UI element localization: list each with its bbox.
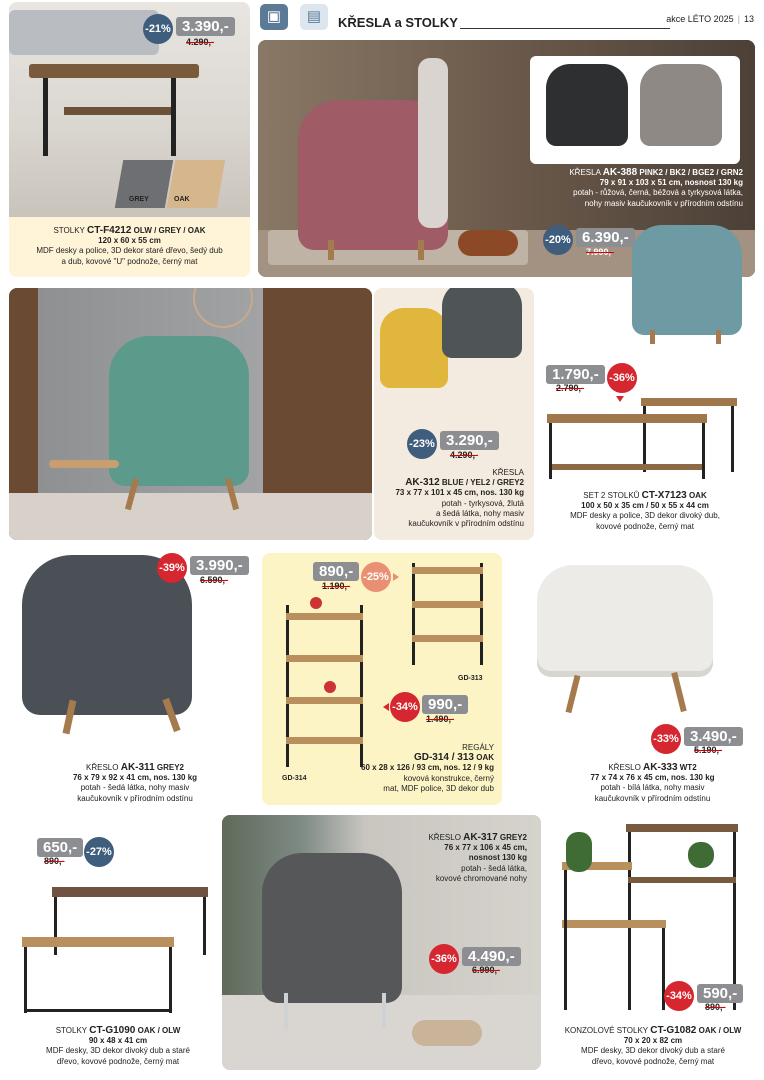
old-price: 6.990,- (472, 965, 501, 975)
old-price: 4.290,- (450, 450, 479, 460)
swatch-label: GREY (129, 196, 149, 203)
discount-badge: -36% (429, 944, 459, 974)
table-top (547, 414, 707, 423)
turquoise-armchair (109, 336, 249, 486)
product-tile-gd-314-313[interactable] (262, 553, 502, 805)
price: 650,- (37, 838, 83, 857)
table-shelf (628, 877, 736, 883)
white-armchair (537, 565, 713, 677)
shelf-post (412, 563, 415, 665)
product-tile-ak-317[interactable] (222, 815, 541, 1070)
table-leg (564, 870, 567, 1010)
pointer-arrow (393, 573, 399, 581)
page-number: 13 (743, 14, 754, 24)
flower-pot (324, 681, 336, 693)
chair-leg (328, 240, 334, 260)
discount-badge: -34% (390, 692, 420, 722)
section-title: KŘESLA a STOLKY (338, 15, 458, 30)
table-shelf (551, 464, 703, 470)
old-price: 1.190,- (322, 581, 351, 591)
price: 3.390,- (176, 17, 235, 36)
product-description: REGÁLY GD-314 / 313 OAK 60 x 28 x 126 / 93 cm, nos. 12 / 9 kg kovová konstrukce, černý mat, MDF police, 3D dekor dub (361, 743, 494, 793)
discount-badge: -23% (407, 429, 437, 459)
sofa-shape (9, 10, 159, 55)
shelf-board (412, 601, 483, 608)
product-description: STOLKY CT-F4212 OLW / GREY / OAK 120 x 60 x 55 cm MDF desky a police, 3D dekor staré dřevo, šedý dub a dub, kovové "U" podnože, černý mat (36, 225, 223, 266)
header-rule (460, 28, 670, 29)
chrome-leg (382, 993, 386, 1029)
product-description: KONZOLOVÉ STOLKY CT-G1082 OAK / OLW 70 x 20 x 82 cm MDF desky, 3D dekor divoký dub a staré dřevo, kovové podnože, černý mat (564, 1025, 742, 1066)
person-figure (418, 58, 448, 228)
old-price: 6.590,- (200, 575, 229, 585)
discount-badge: -21% (143, 14, 173, 44)
price: 1.790,- (546, 365, 605, 384)
table-leg (549, 423, 552, 479)
variant-inset (530, 56, 740, 164)
price: 590,- (697, 984, 743, 1003)
price: 3.290,- (440, 431, 499, 450)
item-label: GD-313 (458, 675, 483, 682)
potted-plant (688, 842, 714, 868)
old-price: 1.490,- (426, 714, 455, 724)
promo-label: akce LÉTO 2025 | 13 (666, 14, 754, 24)
flower-pot (310, 597, 322, 609)
black-armchair (546, 64, 628, 146)
price: 4.490,- (462, 947, 521, 966)
old-price: 890,- (705, 1002, 726, 1012)
product-description: SET 2 STOLKŮ CT-X7123 OAK 100 x 50 x 35 cm / 50 x 55 x 44 cm MDF desky a police, 3D dekor divoký dub, kovové podnože, černý mat (570, 490, 720, 531)
price: 890,- (313, 562, 359, 581)
product-tile-ak-312-photo[interactable] (9, 288, 372, 540)
discount-badge: -34% (664, 981, 694, 1011)
price: 6.390,- (576, 228, 635, 247)
product-description: KŘESLO AK-317 GREY2 76 x 77 x 106 x 45 cm, nosnost 130 kg potah - šedá látka, kovové chromované nohy (428, 832, 527, 883)
table-leg (203, 897, 206, 955)
item-label: GD-314 (282, 775, 307, 782)
table-top (626, 824, 738, 832)
dog-figure (458, 230, 518, 256)
old-price: 2.790,- (556, 383, 585, 393)
swatch-label: OAK (174, 196, 190, 203)
shelf-board (286, 697, 363, 704)
discount-badge: -27% (84, 837, 114, 867)
table-top (22, 937, 174, 947)
table-leg (24, 947, 27, 1013)
hanging-plant (566, 832, 592, 872)
shelf-board (412, 635, 483, 642)
product-tile-ak-312-info[interactable] (374, 288, 534, 540)
turquoise-armchair (632, 225, 742, 335)
old-price: 7.990,- (586, 247, 615, 257)
table-leg (43, 78, 48, 156)
price: 3.990,- (190, 556, 249, 575)
discount-badge: -33% (651, 724, 681, 754)
price: 990,- (422, 695, 468, 714)
discount-badge: -39% (157, 553, 187, 583)
table-top (562, 920, 666, 928)
product-description: STOLKY CT-G1090 OAK / OLW 90 x 48 x 41 cm MDF desky, 3D dekor divoký dub a staré dřevo, kovové podnože, černý mat (46, 1025, 190, 1066)
discount-badge: -20% (543, 225, 573, 255)
shelf-board (286, 655, 363, 662)
table-top (52, 887, 208, 897)
nesting-tables (545, 396, 745, 484)
old-price: 5.190,- (694, 745, 723, 755)
discount-badge: -25% (361, 562, 391, 592)
chair-leg (671, 672, 686, 712)
beige-armchair (640, 64, 722, 146)
table-icon[interactable]: ▤ (300, 4, 328, 30)
shelf-board (412, 567, 483, 574)
grey-armchair (442, 288, 522, 358)
table-frame (24, 1009, 172, 1012)
table-leg (702, 423, 705, 479)
product-description: KŘESLA AK-388 PINK2 / BK2 / BGE2 / GRN2 79 x 91 x 103 x 51 cm, nosnost 130 kg potah - růžová, černá, béžová a tyrkysová látka, nohy masiv kaučukovník v přírodním odstínu (569, 167, 743, 208)
table-shelf (64, 107, 174, 115)
dog-figure (412, 1020, 482, 1046)
chrome-leg (284, 993, 288, 1029)
chair-leg (650, 330, 655, 344)
product-description: KŘESLA AK-312 BLUE / YEL2 / GREY2 73 x 77 x 101 x 45 cm, nos. 130 kg potah - tyrkysová, žlutá a šedá látka, nohy masiv kaučukovník v přírodním odstínu (395, 468, 524, 529)
old-price: 4.290,- (186, 37, 215, 47)
chair-leg (565, 675, 580, 713)
floor (9, 493, 372, 540)
shelf-post (480, 563, 483, 665)
coffee-tables (20, 885, 210, 1017)
table-leg (731, 406, 734, 472)
table-leg (171, 78, 176, 156)
table-leg (169, 947, 172, 1013)
price: 3.490,- (684, 727, 743, 746)
table-top (641, 398, 737, 406)
chair-leg (716, 330, 721, 344)
armchair-icon[interactable]: ▣ (260, 4, 288, 30)
side-table (49, 460, 119, 468)
old-price: 890,- (44, 856, 65, 866)
shelf-board (286, 613, 363, 620)
yellow-armchair (380, 308, 448, 388)
product-description: KŘESLO AK-333 WT2 77 x 74 x 76 x 45 cm, nos. 130 kg potah - bílá látka, nohy masiv kaučukovník v přírodním odstínu (590, 762, 715, 803)
pointer-arrow (383, 703, 389, 711)
chair-leg (418, 240, 424, 260)
table-top (29, 64, 199, 78)
product-description: KŘESLO AK-311 GREY2 76 x 79 x 92 x 41 cm, nos. 130 kg potah - šedá látka, nohy masiv kaučukovník v přírodním odstínu (72, 762, 198, 803)
discount-badge: -36% (607, 363, 637, 393)
